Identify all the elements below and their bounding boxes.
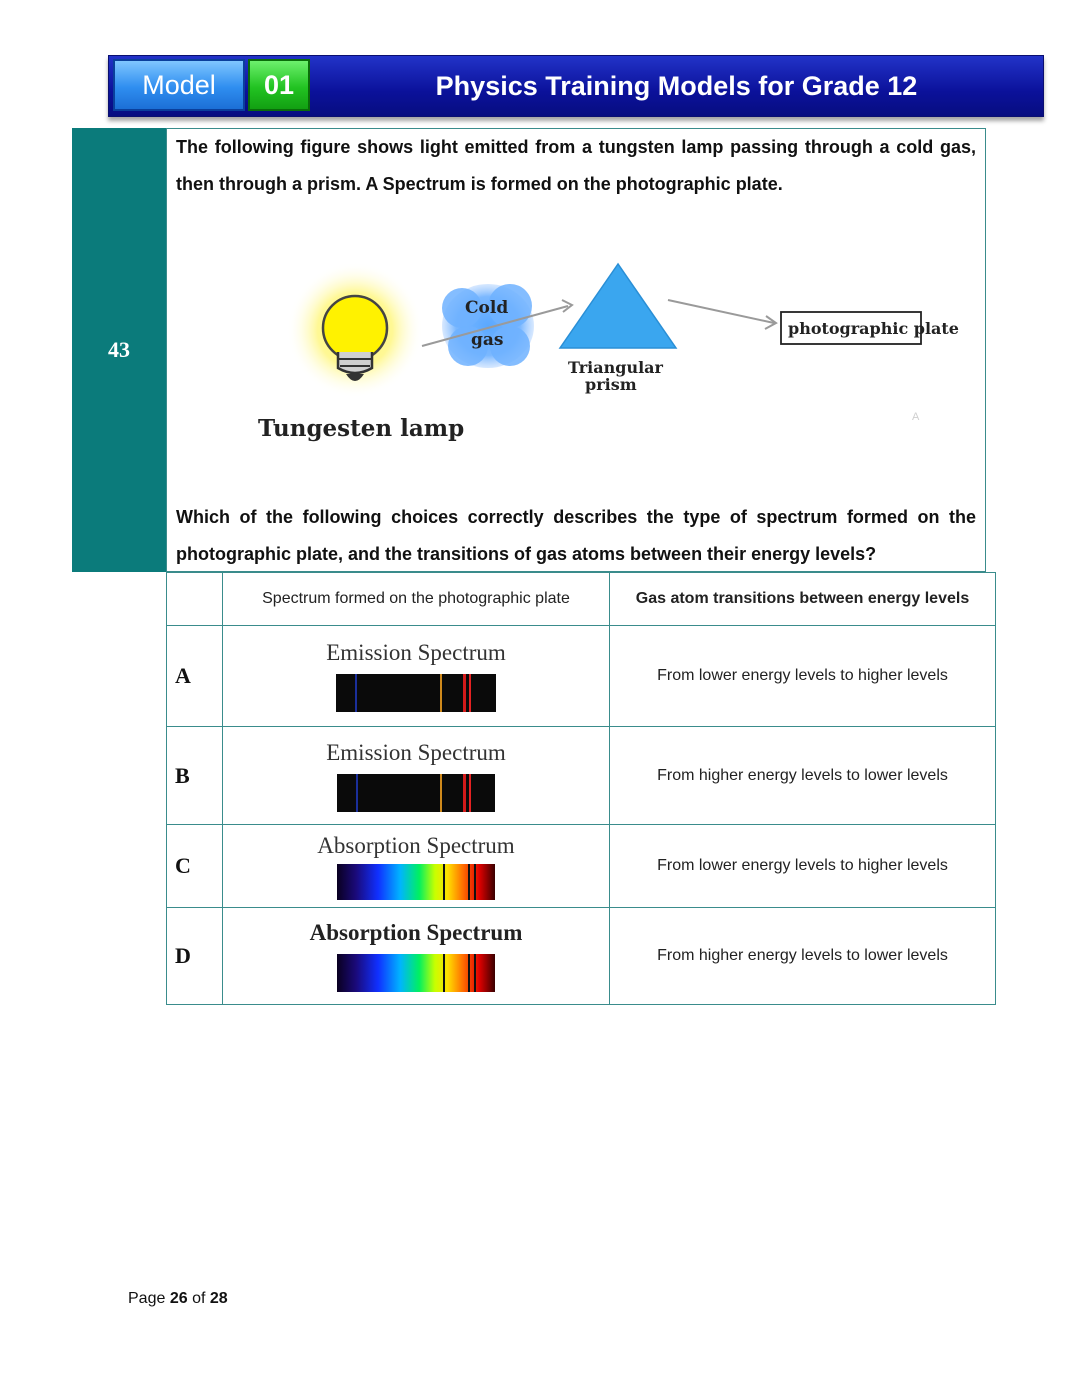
question-prompt: Which of the following choices correctly describes the type of spectrum formed on the photographic plate, and the transitions of gas atoms between their energy levels? bbox=[176, 507, 976, 564]
stray-mark: A bbox=[912, 411, 920, 423]
option-transition: From lower energy levels to higher levels bbox=[610, 825, 996, 908]
current-page: 26 bbox=[169, 1290, 188, 1307]
option-spectrum-cell bbox=[223, 626, 610, 727]
answers-table bbox=[166, 572, 996, 1005]
spectrum-label: Emission Spectrum bbox=[326, 739, 506, 765]
header-transitions: Gas atom transitions between energy levels bbox=[610, 573, 996, 626]
absorption-spectrum-strip bbox=[337, 954, 495, 992]
lamp-icon bbox=[287, 262, 423, 398]
header-empty-cell bbox=[167, 573, 223, 626]
table-header-row bbox=[167, 573, 996, 626]
gas-label-line2: gas bbox=[471, 330, 504, 350]
option-letter[interactable]: C bbox=[167, 825, 223, 908]
option-letter[interactable]: A bbox=[167, 626, 223, 727]
page-title: Physics Training Models for Grade 12 bbox=[435, 70, 918, 101]
option-letter[interactable]: B bbox=[167, 727, 223, 825]
model-number: 01 bbox=[248, 59, 310, 111]
header-banner bbox=[108, 55, 1044, 117]
lamp-label: Tungesten lamp bbox=[258, 415, 465, 442]
spectrum-label: Absorption Spectrum bbox=[309, 920, 523, 945]
spectrum-label: Absorption Spectrum bbox=[317, 832, 515, 858]
total-pages: 28 bbox=[209, 1290, 228, 1307]
option-row-a[interactable] bbox=[167, 626, 996, 727]
option-spectrum-cell bbox=[223, 825, 610, 908]
option-transition: From higher energy levels to lower levels bbox=[610, 908, 996, 1005]
option-row-d[interactable] bbox=[167, 908, 996, 1005]
question-intro: The following figure shows light emitted from a tungsten lamp passing through a cold gas, then through a prism. A Spectrum is formed on the photographic plate. bbox=[176, 137, 976, 194]
page-footer bbox=[128, 1290, 228, 1308]
plate-label: photographic plate bbox=[788, 319, 959, 338]
question-number: 43 bbox=[72, 128, 166, 572]
spectrum-label: Emission Spectrum bbox=[326, 640, 506, 665]
option-transition: From higher energy levels to lower levels bbox=[610, 727, 996, 825]
option-spectrum-cell bbox=[223, 908, 610, 1005]
option-row-b[interactable] bbox=[167, 727, 996, 825]
option-letter[interactable]: D bbox=[167, 908, 223, 1005]
absorption-spectrum-strip bbox=[337, 864, 495, 900]
gas-label-line1: Cold bbox=[465, 298, 509, 318]
prism-icon bbox=[560, 264, 676, 348]
of-word: of bbox=[192, 1290, 206, 1307]
light-ray-refracted bbox=[668, 300, 774, 323]
emission-spectrum-strip bbox=[336, 674, 496, 712]
gas-cloud-icon bbox=[442, 284, 534, 368]
header-spectrum: Spectrum formed on the photographic plate bbox=[223, 573, 610, 626]
model-label: Model bbox=[113, 59, 245, 111]
prism-label-line2: prism bbox=[585, 375, 637, 394]
emission-spectrum-strip bbox=[337, 774, 495, 812]
option-row-c[interactable] bbox=[167, 825, 996, 908]
option-spectrum-cell bbox=[223, 727, 610, 825]
page-word: Page bbox=[128, 1290, 166, 1307]
prism-label-line1: Triangular bbox=[568, 358, 663, 377]
experiment-diagram bbox=[240, 250, 980, 450]
option-transition: From lower energy levels to higher levels bbox=[610, 626, 996, 727]
